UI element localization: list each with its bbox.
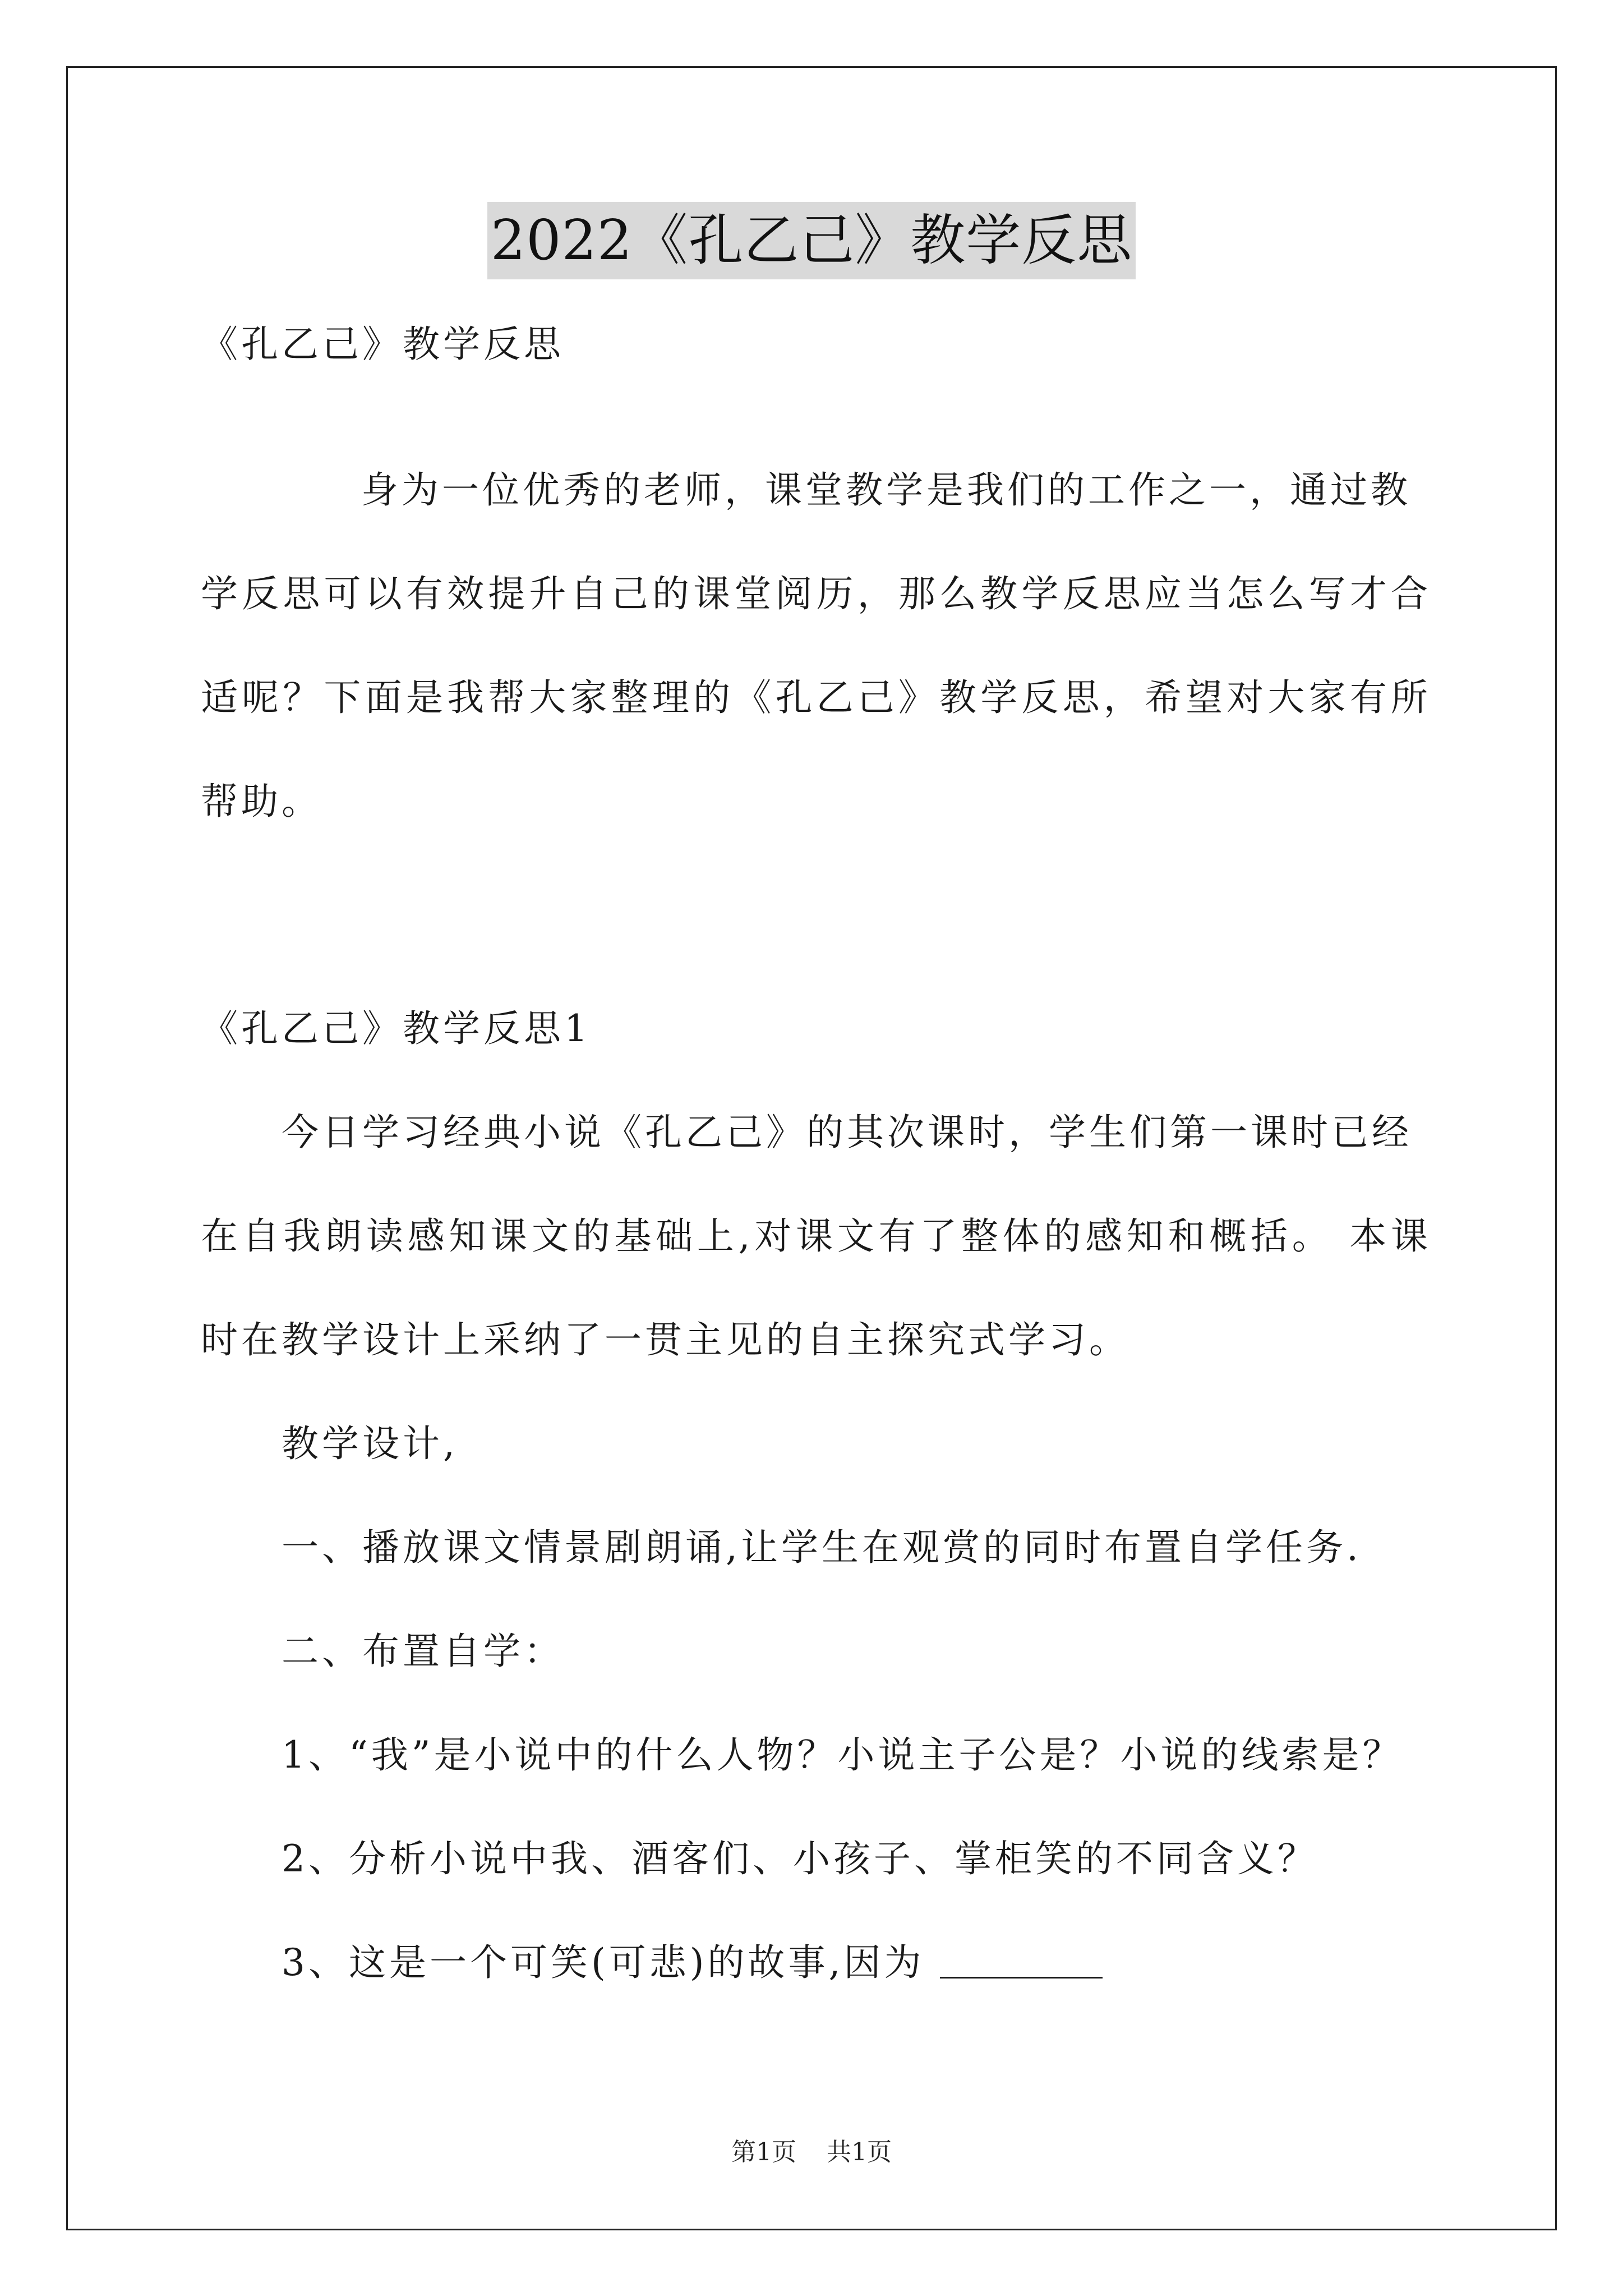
- question-1: 1、“我”是小说中的什么人物？小说主子公是？小说的线索是？: [282, 1733, 1403, 1777]
- step-2: 二、布置自学：: [282, 1630, 564, 1673]
- section-1-line-3: 时在教学设计上采纳了一贯主见的自主探究式学习。: [201, 1318, 1129, 1361]
- intro-line-1: 身为一位优秀的老师，课堂教学是我们的工作之一，通过教: [361, 468, 1411, 512]
- section-1-line-2: 在自我朗读感知课文的基础上,对课文有了整体的感知和概括。 本课: [201, 1214, 1429, 1258]
- page-number-total: 共1页: [827, 2138, 892, 2166]
- question-2: 2、分析小说中我、酒客们、小孩子、掌柜笑的不同含义？: [282, 1837, 1318, 1880]
- page-number-current: 第1页: [731, 2138, 796, 2166]
- section-1-line-1: 今日学习经典小说《孔乙己》的其次课时，学生们第一课时已经: [282, 1111, 1412, 1154]
- question-3: 3、这是一个可笑(可悲)的故事,因为: [282, 1941, 925, 1984]
- answer-blank: [940, 1977, 1103, 1978]
- intro-line-4: 帮助。: [201, 780, 322, 823]
- intro-line-2: 学反思可以有效提升自己的课堂阅历，那么教学反思应当怎么写才合: [201, 572, 1429, 615]
- question-3-row: [282, 1932, 1103, 1986]
- intro-line-3: 适呢？下面是我帮大家整理的《孔乙己》教学反思，希望对大家有所: [201, 676, 1429, 719]
- design-label: 教学设计,: [282, 1422, 458, 1465]
- step-1: 一、播放课文情景剧朗诵,让学生在观赏的同时布置自学任务.: [282, 1526, 1362, 1569]
- subtitle: 《孔乙己》教学反思: [201, 323, 564, 366]
- document-title: 2022《孔乙己》教学反思: [487, 202, 1136, 279]
- title-container: [0, 202, 1623, 279]
- section-1-heading: 《孔乙己》教学反思1: [201, 1007, 591, 1050]
- page-footer: [0, 2132, 1623, 2168]
